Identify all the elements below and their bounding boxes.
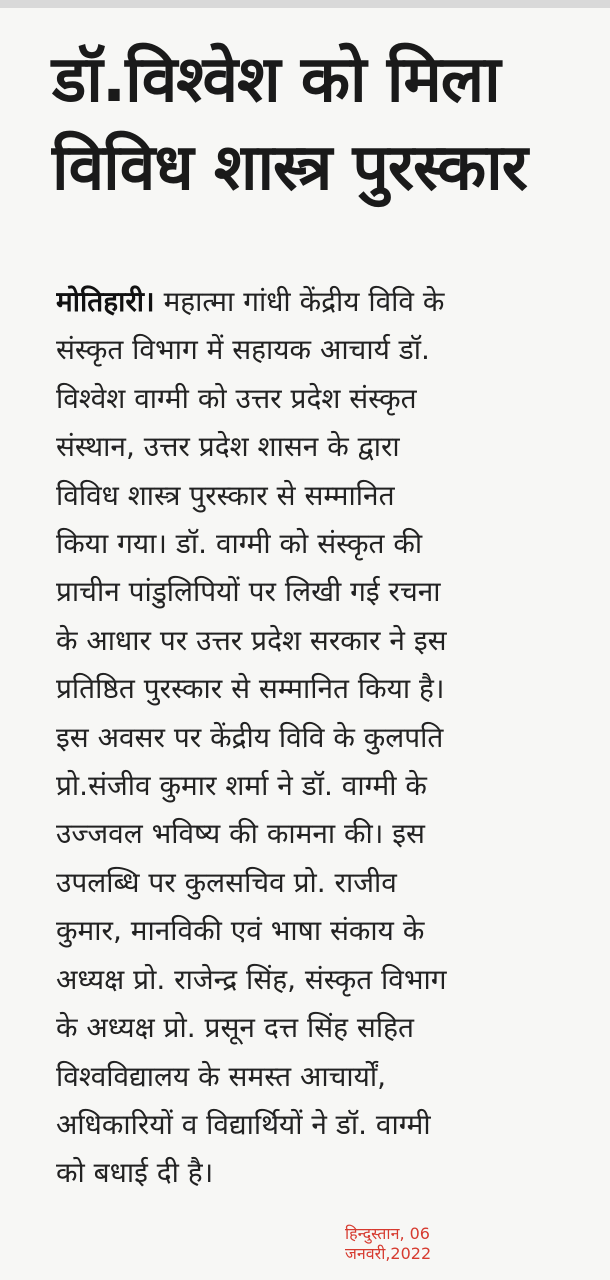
body-line: के अध्यक्ष प्रो. प्रसून दत्त सिंह सहित	[56, 1011, 414, 1045]
source-line-2: जनवरी,2022	[345, 1244, 432, 1263]
body-line-text: महात्मा गांधी केंद्रीय विवि के	[163, 285, 445, 318]
body-line: संस्थान, उत्तर प्रदेश शासन के द्वारा	[56, 430, 400, 464]
body-line: विश्वेश वाग्मी को उत्तर प्रदेश संस्कृत	[56, 381, 417, 415]
body-line: अधिकारियों व विद्यार्थियों ने डॉ. वाग्मी	[56, 1107, 431, 1141]
body-line: किया गया। डॉ. वाग्मी को संस्कृत की	[56, 527, 423, 561]
body-line: उपलब्धि पर कुलसचिव प्रो. राजीव	[56, 865, 397, 899]
headline-line-1: डॉ.विश्वेश को मिला	[52, 43, 500, 117]
body-line: विविध शास्त्र पुरस्कार से सम्मानित	[56, 478, 395, 512]
body-line: संस्कृत विभाग में सहायक आचार्य डॉ.	[56, 333, 430, 367]
article-body	[56, 278, 580, 1198]
body-line: प्राचीन पांडुलिपियों पर लिखी गई रचना	[56, 575, 441, 609]
body-line	[56, 278, 580, 326]
body-line: प्रतिष्ठित पुरस्कार से सम्मानित किया है।	[56, 672, 445, 706]
source-line-1: हिन्दुस्तान, 06	[345, 1224, 430, 1243]
body-line: के आधार पर उत्तर प्रदेश सरकार ने इस	[56, 623, 447, 657]
body-line: उज्जवल भविष्य की कामना की। इस	[56, 817, 425, 851]
dateline: मोतिहारी।	[56, 285, 155, 318]
body-line: विश्वविद्यालय के समस्त आचार्यों,	[56, 1059, 386, 1093]
top-strip	[0, 0, 610, 8]
body-line: प्रो.संजीव कुमार शर्मा ने डॉ. वाग्मी के	[56, 769, 427, 803]
body-line: अध्यक्ष प्रो. राजेन्द्र सिंह, संस्कृत विभाग	[56, 962, 447, 996]
body-line: कुमार, मानविकी एवं भाषा संकाय के	[56, 914, 425, 948]
source-credit	[345, 1224, 475, 1264]
headline-line-2: विविध शास्त्र पुरस्कार	[52, 131, 527, 205]
headline	[52, 36, 592, 212]
body-line: इस अवसर पर केंद्रीय विवि के कुलपति	[56, 720, 444, 754]
body-line: को बधाई दी है।	[56, 1156, 214, 1190]
